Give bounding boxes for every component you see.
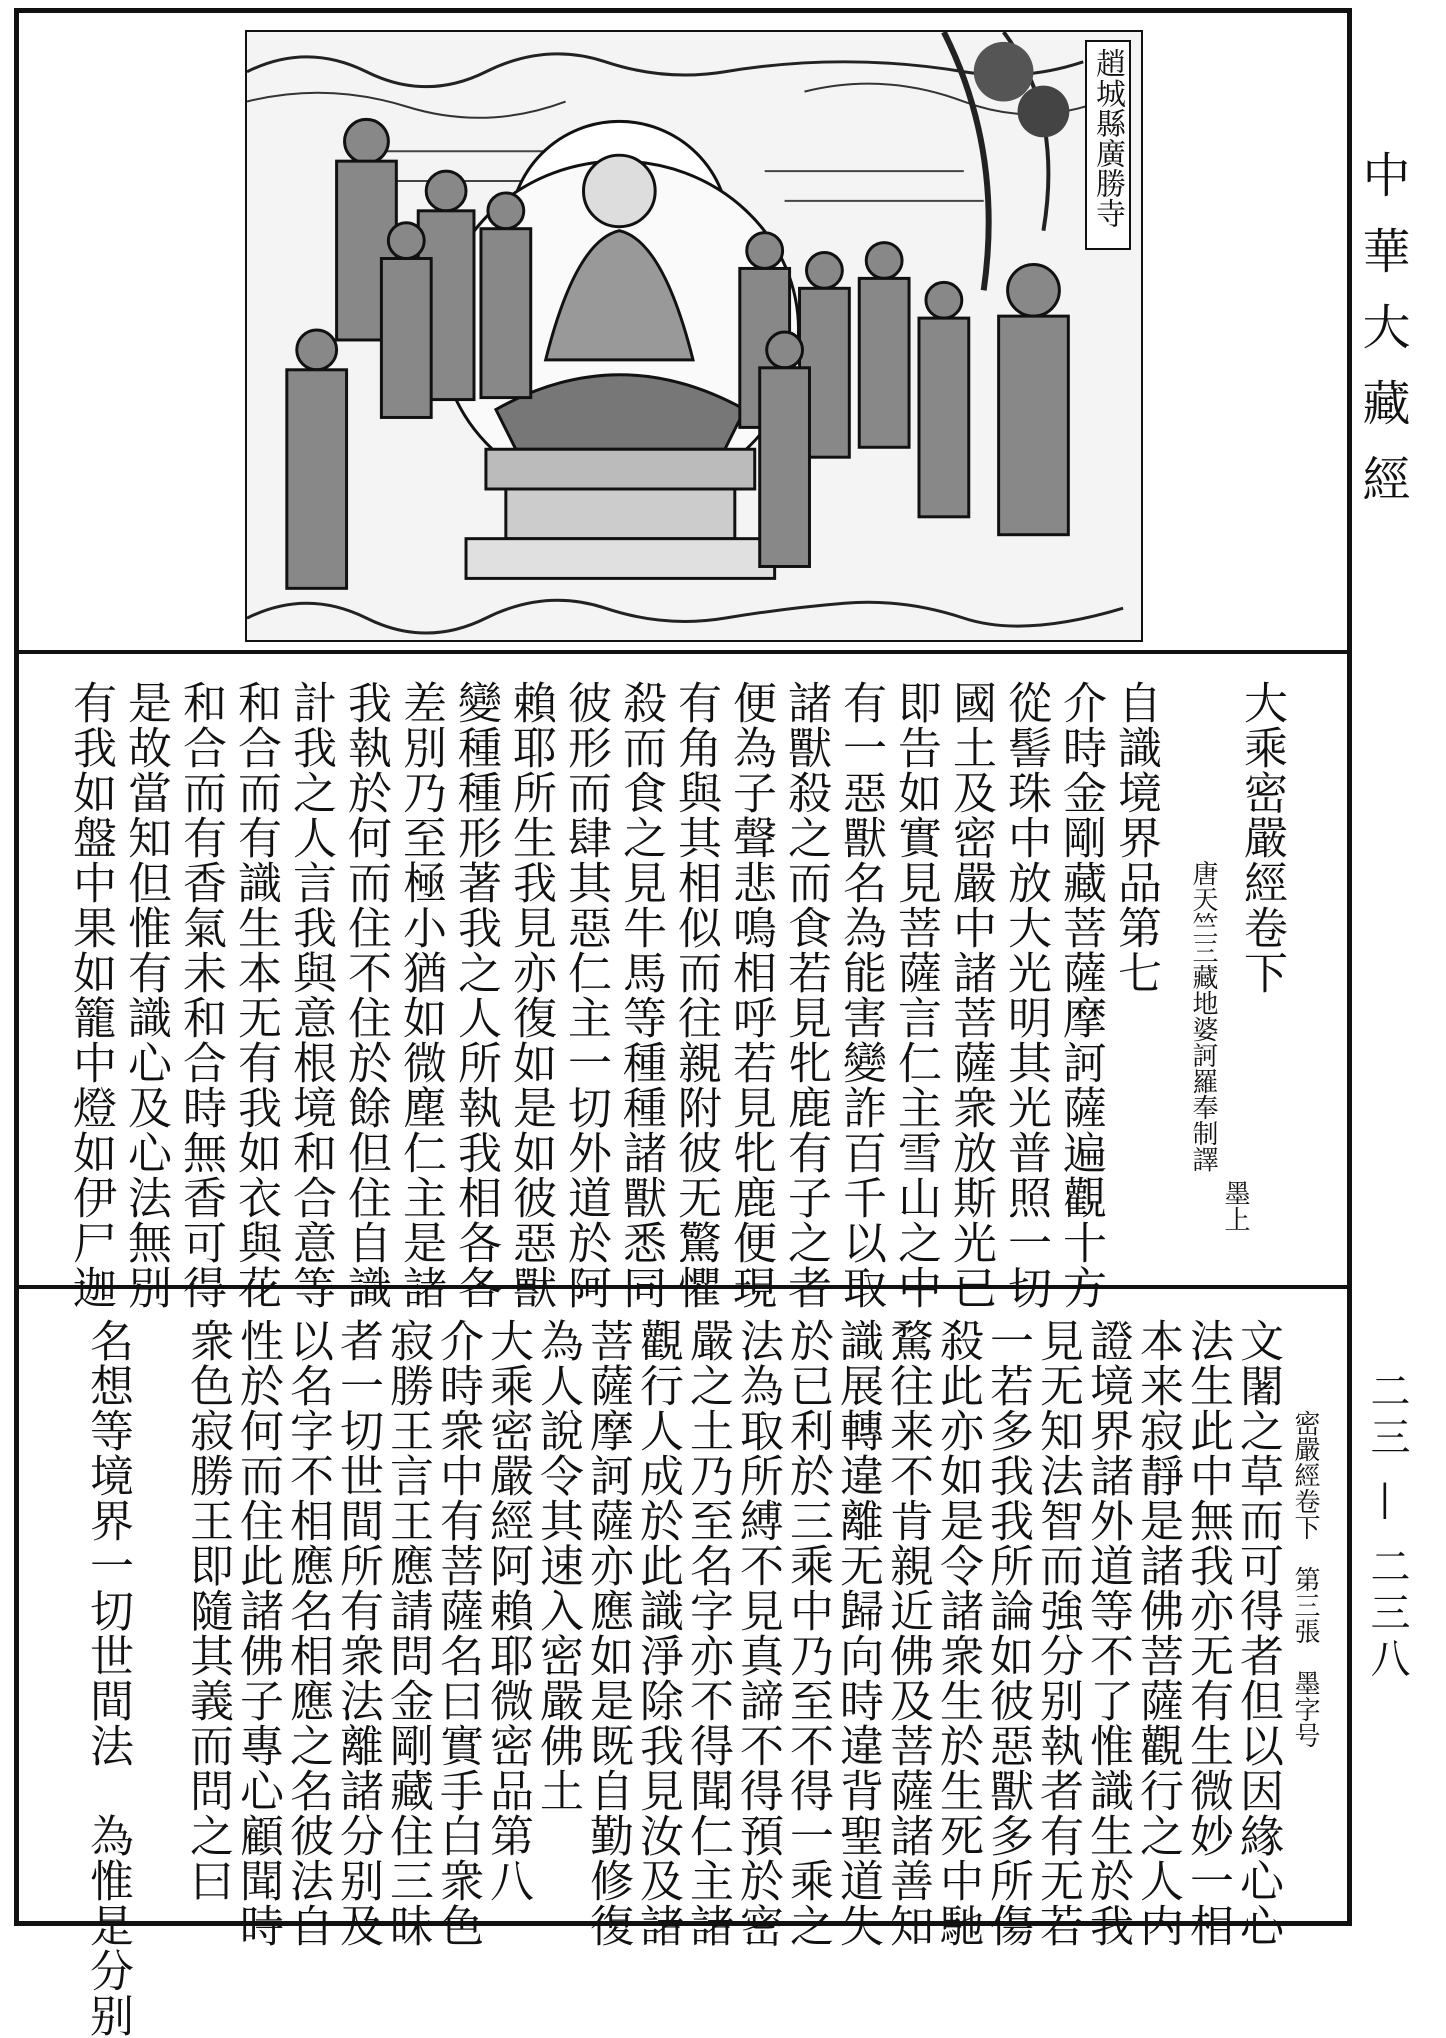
text-column: 騖往来不肯親近佛及菩薩諸善知 [882,1318,933,1948]
section-heading: 大乘密嚴經阿賴耶微密品第八 [482,1318,533,1903]
text-column: 文闍之草而可得者但以因緣心心 [1232,1318,1283,1948]
text-column: 介時金剛藏菩薩摩訶薩遍觀十方 [1055,680,1106,1310]
text-column: 嚴之土乃至名字亦不得聞仁主諸 [682,1318,733,1948]
translator-line: 唐天竺三藏地婆訶羅奉制譯 [1188,860,1218,1172]
text-column: 是故當知但惟有識心及心法無別 [120,680,171,1310]
text-column: 殺此亦如是令諸衆生於生死中馳 [932,1318,983,1948]
text-column: 有角與其相似而往親附彼无驚懼 [670,680,721,1310]
text-column: 名想等境界一切世間法 為惟是分别 [82,1318,133,2038]
text-column: 菩薩摩訶薩亦應如是既自勤修復 [582,1318,633,1948]
text-column: 性於何而住此諸佛子專心顧聞時 [232,1318,283,1948]
sutra-title: 大乘密嚴經卷下 [1236,680,1287,995]
text-column: 寂勝王言王應請問金剛藏住三昧 [382,1318,433,1948]
text-column: 以名字不相應名相應之名彼法自 [282,1318,333,1948]
text-column: 於已利於三乘中乃至不得一乘之 [782,1318,833,1948]
temple-cartouche: 趙城縣廣勝寺 [1085,40,1131,250]
text-column: 者一切世間所有衆法離諸分别及 [332,1318,383,1948]
text-column: 變種種形著我之人所執我相各各 [450,680,501,1310]
volume-mark: 墨上 [1220,1180,1250,1232]
text-column: 便為子聲悲鳴相呼若見牝鹿便現 [725,680,776,1310]
text-column: 識展轉違離无歸向時違背聖道失 [832,1318,883,1948]
text-column: 為人說令其速入密嚴佛土 [532,1318,583,1813]
text-column: 法為取所縛不見真諦不得預於密 [732,1318,783,1948]
text-column: 國土及密嚴中諸菩薩衆放斯光已 [945,680,996,1310]
text-column: 一若多我我所論如彼惡獸多所傷 [982,1318,1033,1948]
text-column: 觀行人成於此識淨除我見汝及諸 [632,1318,683,1948]
text-column: 見无知法智而強分别執者有无若 [1032,1318,1083,1948]
text-column: 本来寂靜是諸佛菩薩觀行之人内 [1132,1318,1183,1948]
page-number: 二三 — 二三八 [1364,1370,1410,1684]
page-header-note: 密嚴經卷下 第三張 墨字号 [1290,1410,1320,1748]
buddha-assembly-woodcut [245,30,1143,642]
text-column: 差別乃至極小猶如微塵仁主是諸 [395,680,446,1310]
text-column: 殺而食之見牛馬等種種諸獸悉同 [615,680,666,1310]
collection-title: 中華大藏經 [1354,150,1410,530]
text-column: 和合而有識生本无有我如衣與花 [230,680,281,1310]
text-column: 有一惡獸名為能害變詐百千以取 [835,680,886,1310]
text-column: 諸獸殺之而食若見牝鹿有子之者 [780,680,831,1310]
text-column: 法生此中無我亦无有生微妙一相 [1182,1318,1233,1948]
text-column: 證境界諸外道等不了惟識生於我 [1082,1318,1133,1948]
text-column: 自識境界品第七 [1110,680,1161,995]
panel-divider-top [14,650,1352,654]
text-column: 從髻珠中放大光明其光普照一切 [1000,680,1051,1310]
text-column: 和合而有香氣未和合時無香可得 [175,680,226,1310]
text-column: 計我之人言我與意根境和合意等 [285,680,336,1310]
text-column: 即告如實見菩薩言仁主雪山之中 [890,680,941,1310]
text-column: 賴耶所生我見亦復如是如彼惡獸 [505,680,556,1310]
text-column: 彼形而肆其惡仁主一切外道於阿 [560,680,611,1310]
text-column: 有我如盤中果如籠中燈如伊尸迦 [65,680,116,1310]
woodcut-drawing [247,32,1141,640]
text-column: 衆色寂勝王即隨其義而問之曰 [182,1318,233,1903]
text-column: 我執於何而住不住於餘但住自識 [340,680,391,1310]
text-column: 介時衆中有菩薩名曰實手白衆色 [432,1318,483,1948]
